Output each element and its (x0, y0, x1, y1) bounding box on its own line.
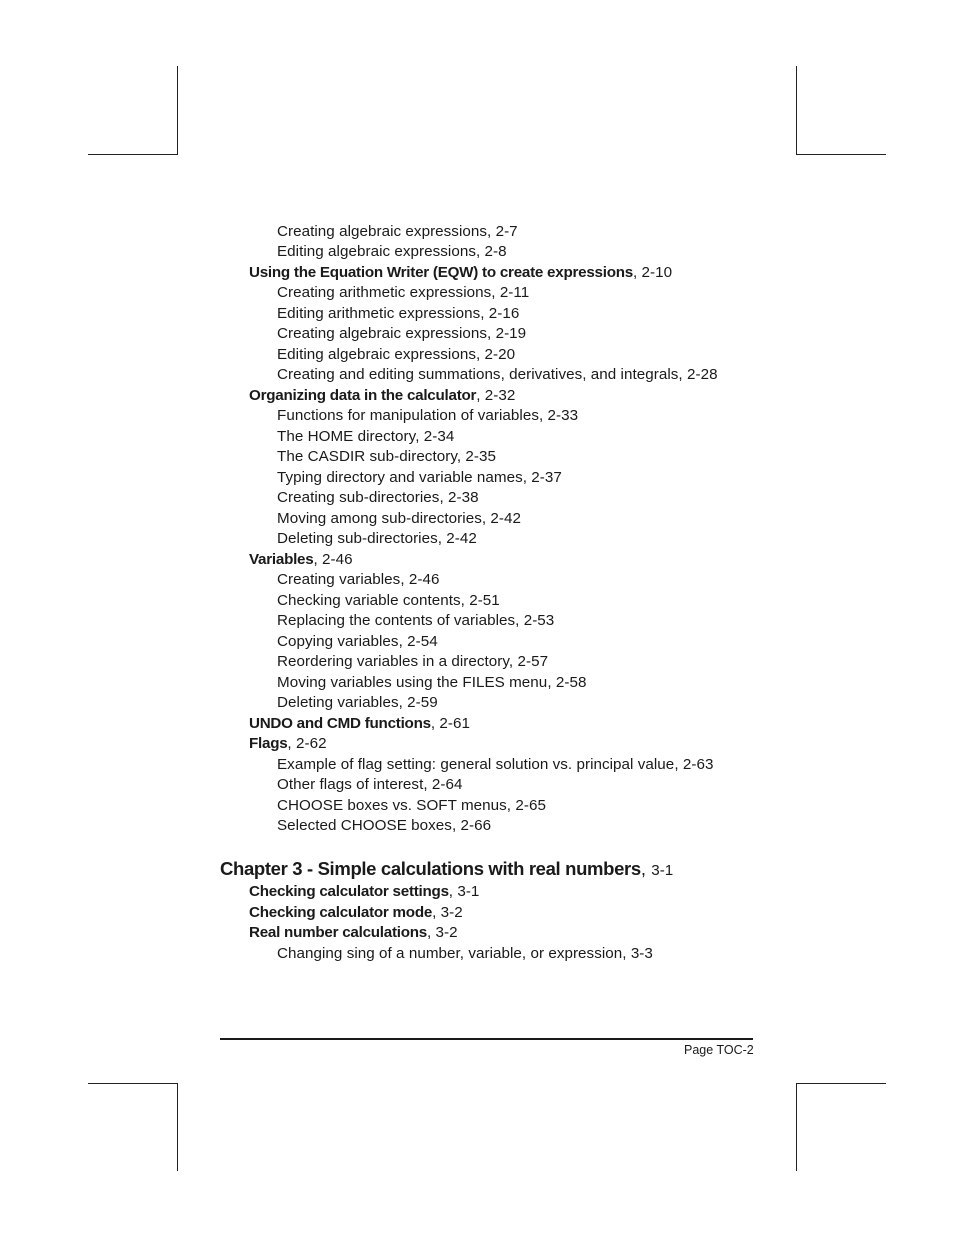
toc-separator: , (476, 346, 485, 363)
toc-subsection-entry (277, 693, 438, 713)
toc-entry-title: Chapter 3 - Simple calculations with real numbers (220, 858, 641, 879)
toc-entry-title: Editing algebraic expressions (277, 243, 476, 260)
toc-entry-title: Creating algebraic expressions (277, 223, 488, 240)
toc-entry-title: The CASDIR sub-directory (277, 448, 457, 465)
toc-chapter-entry (220, 857, 673, 883)
toc-subsection-entry (277, 591, 500, 611)
toc-entry-title: Editing arithmetic expressions (277, 305, 481, 322)
toc-entry-title: Deleting variables (277, 694, 399, 711)
toc-entry-title: Checking calculator settings (249, 883, 449, 900)
toc-entry-page: 2-42 (446, 530, 477, 547)
toc-entry-page: 2-11 (499, 284, 530, 301)
toc-separator: , (287, 735, 296, 752)
toc-separator: , (481, 510, 491, 527)
toc-subsection-entry (277, 816, 491, 836)
toc-separator: , (678, 366, 687, 383)
toc-entry-title: Checking variable contents (277, 592, 461, 609)
toc-subsection-entry (277, 345, 515, 365)
toc-entry-page: 2-10 (641, 264, 673, 281)
toc-separator: , (476, 243, 485, 260)
page-number: Page TOC-2 (684, 1043, 754, 1057)
toc-subsection-entry (277, 468, 562, 488)
crop-mark (796, 1083, 886, 1084)
toc-entry-page: 2-58 (555, 674, 587, 691)
toc-entry-title: Organizing data in the calculator (249, 387, 477, 404)
crop-mark (796, 154, 886, 155)
toc-entry-title: Creating variables (277, 571, 401, 588)
toc-entry-title: Copying variables (277, 633, 399, 650)
toc-entry-page: 2-51 (469, 592, 500, 609)
toc-entry-title: Replacing the contents of variables (277, 612, 516, 629)
toc-entry-title: Creating algebraic expressions (277, 325, 488, 342)
toc-entry-page: 2-38 (447, 489, 479, 506)
toc-entry-page: 2-33 (547, 407, 579, 424)
toc-separator: , (538, 407, 548, 424)
toc-entry-page: 2-53 (523, 612, 555, 629)
toc-entry-page: 2-63 (682, 756, 714, 773)
toc-entry-page: 2-64 (431, 776, 463, 793)
toc-entry-page: 2-37 (531, 469, 562, 486)
toc-entry-page: 3-1 (651, 862, 674, 879)
toc-section-entry (249, 550, 353, 570)
toc-section-entry (249, 923, 458, 943)
footer-rule (220, 1038, 753, 1040)
toc-entry-page: 2-59 (407, 694, 438, 711)
toc-entry-title: Changing sing of a number, variable, or expression (277, 945, 623, 962)
toc-separator: , (487, 223, 496, 240)
toc-entry-title: Creating sub-directories (277, 489, 440, 506)
toc-section-entry (249, 903, 463, 923)
toc-separator: , (491, 284, 500, 301)
toc-entry-page: 2-28 (686, 366, 718, 383)
toc-subsection-entry (277, 447, 496, 467)
toc-entry-title: Selected CHOOSE boxes (277, 817, 452, 834)
toc-entry-page: 2-66 (460, 817, 492, 834)
toc-separator: , (480, 305, 489, 322)
toc-subsection-entry (277, 796, 546, 816)
toc-entry-title: Moving variables using the FILES menu (277, 674, 548, 691)
toc-separator: , (437, 530, 447, 547)
toc-separator: , (476, 387, 485, 404)
toc-entry-title: Real number calculations (249, 924, 427, 941)
toc-entry-page: 2-42 (490, 510, 521, 527)
toc-entry-title: CHOOSE boxes vs. SOFT menus (277, 797, 507, 814)
toc-entry-page: 2-8 (484, 243, 507, 260)
toc-entry-title: Checking calculator mode (249, 904, 433, 921)
toc-subsection-entry (277, 755, 713, 775)
toc-entry-page: 2-65 (515, 797, 546, 814)
toc-subsection-entry (277, 652, 548, 672)
toc-separator: , (487, 325, 496, 342)
crop-mark (796, 1083, 797, 1171)
toc-subsection-entry (277, 673, 586, 693)
toc-separator: , (451, 817, 461, 834)
toc-entry-page: 2-34 (423, 428, 455, 445)
toc-separator: , (415, 428, 424, 445)
toc-separator: , (430, 715, 440, 732)
toc-subsection-entry (277, 283, 529, 303)
toc-entry-page: 2-7 (495, 223, 518, 240)
toc-subsection-entry (277, 242, 507, 262)
toc-entry-title: Editing algebraic expressions (277, 346, 476, 363)
toc-separator: , (622, 945, 631, 962)
toc-separator: , (522, 469, 532, 486)
toc-entry-title: Creating arithmetic expressions (277, 284, 492, 301)
toc-entry-title: Other flags of interest (277, 776, 424, 793)
crop-mark (796, 66, 797, 154)
toc-separator: , (439, 489, 448, 506)
toc-entry-page: 3-1 (457, 883, 480, 900)
toc-subsection-entry (277, 632, 438, 652)
toc-entry-page: 2-62 (295, 735, 327, 752)
toc-subsection-entry (277, 406, 578, 426)
toc-entry-title: Functions for manipulation of variables (277, 407, 539, 424)
toc-entry-page: 2-57 (517, 653, 549, 670)
toc-entry-page: 2-54 (407, 633, 438, 650)
toc-separator: , (515, 612, 524, 629)
toc-entry-title: The HOME directory (277, 428, 416, 445)
toc-separator: , (640, 858, 652, 879)
crop-mark (88, 1083, 178, 1084)
toc-entry-page: 3-2 (435, 924, 458, 941)
toc-entry-title: Example of flag setting: general solution vs. principal value (277, 756, 675, 773)
toc-separator: , (547, 674, 556, 691)
toc-entry-page: 2-61 (439, 715, 470, 732)
crop-mark (177, 66, 178, 154)
toc-separator: , (456, 448, 466, 465)
crop-mark (88, 154, 178, 155)
toc-entry-title: Typing directory and variable names (277, 469, 523, 486)
toc-section-entry (249, 734, 327, 754)
toc-separator: , (508, 653, 518, 670)
crop-mark (177, 1083, 178, 1171)
toc-separator: , (313, 551, 323, 568)
toc-entry-page: 3-3 (630, 945, 653, 962)
toc-entry-page: 2-46 (408, 571, 440, 588)
toc-entry-page: 2-46 (322, 551, 353, 568)
toc-separator: , (460, 592, 470, 609)
toc-subsection-entry (277, 324, 526, 344)
toc-subsection-entry (277, 570, 439, 590)
toc-entry-title: Deleting sub-directories (277, 530, 438, 547)
toc-separator: , (423, 776, 432, 793)
toc-entry-title: UNDO and CMD functions (249, 715, 431, 732)
toc-separator: , (506, 797, 516, 814)
toc-subsection-entry (277, 222, 518, 242)
toc-subsection-entry (277, 365, 718, 385)
toc-entry-title: Variables (249, 551, 314, 568)
toc-subsection-entry (277, 529, 477, 549)
toc-entry-title: Moving among sub-directories (277, 510, 482, 527)
toc-entry-page: 2-19 (495, 325, 527, 342)
toc-subsection-entry (277, 775, 463, 795)
toc-entry-page: 2-32 (484, 387, 516, 404)
toc-entry-page: 2-35 (465, 448, 497, 465)
toc-separator: , (432, 904, 441, 921)
toc-separator: , (674, 756, 683, 773)
toc-entry-title: Flags (249, 735, 288, 752)
toc-subsection-entry (277, 944, 653, 964)
toc-subsection-entry (277, 611, 554, 631)
toc-separator: , (398, 694, 408, 711)
toc-subsection-entry (277, 509, 521, 529)
toc-subsection-entry (277, 427, 454, 447)
toc-separator: , (398, 633, 408, 650)
toc-entry-page: 3-2 (440, 904, 463, 921)
toc-subsection-entry (277, 488, 479, 508)
toc-entry-page: 2-20 (484, 346, 516, 363)
toc-entry-title: Reordering variables in a directory (277, 653, 509, 670)
toc-entry-page: 2-16 (488, 305, 520, 322)
toc-entry-title: Using the Equation Writer (EQW) to create expressions (249, 264, 633, 281)
toc-separator: , (448, 883, 458, 900)
toc-separator: , (427, 924, 436, 941)
toc-separator: , (632, 264, 642, 281)
toc-separator: , (400, 571, 409, 588)
toc-section-entry (249, 386, 515, 406)
toc-section-entry (249, 882, 479, 902)
toc-section-entry (249, 714, 470, 734)
toc-entry-title: Creating and editing summations, derivatives, and integrals (277, 366, 679, 383)
toc-subsection-entry (277, 304, 519, 324)
toc-section-entry (249, 263, 672, 283)
